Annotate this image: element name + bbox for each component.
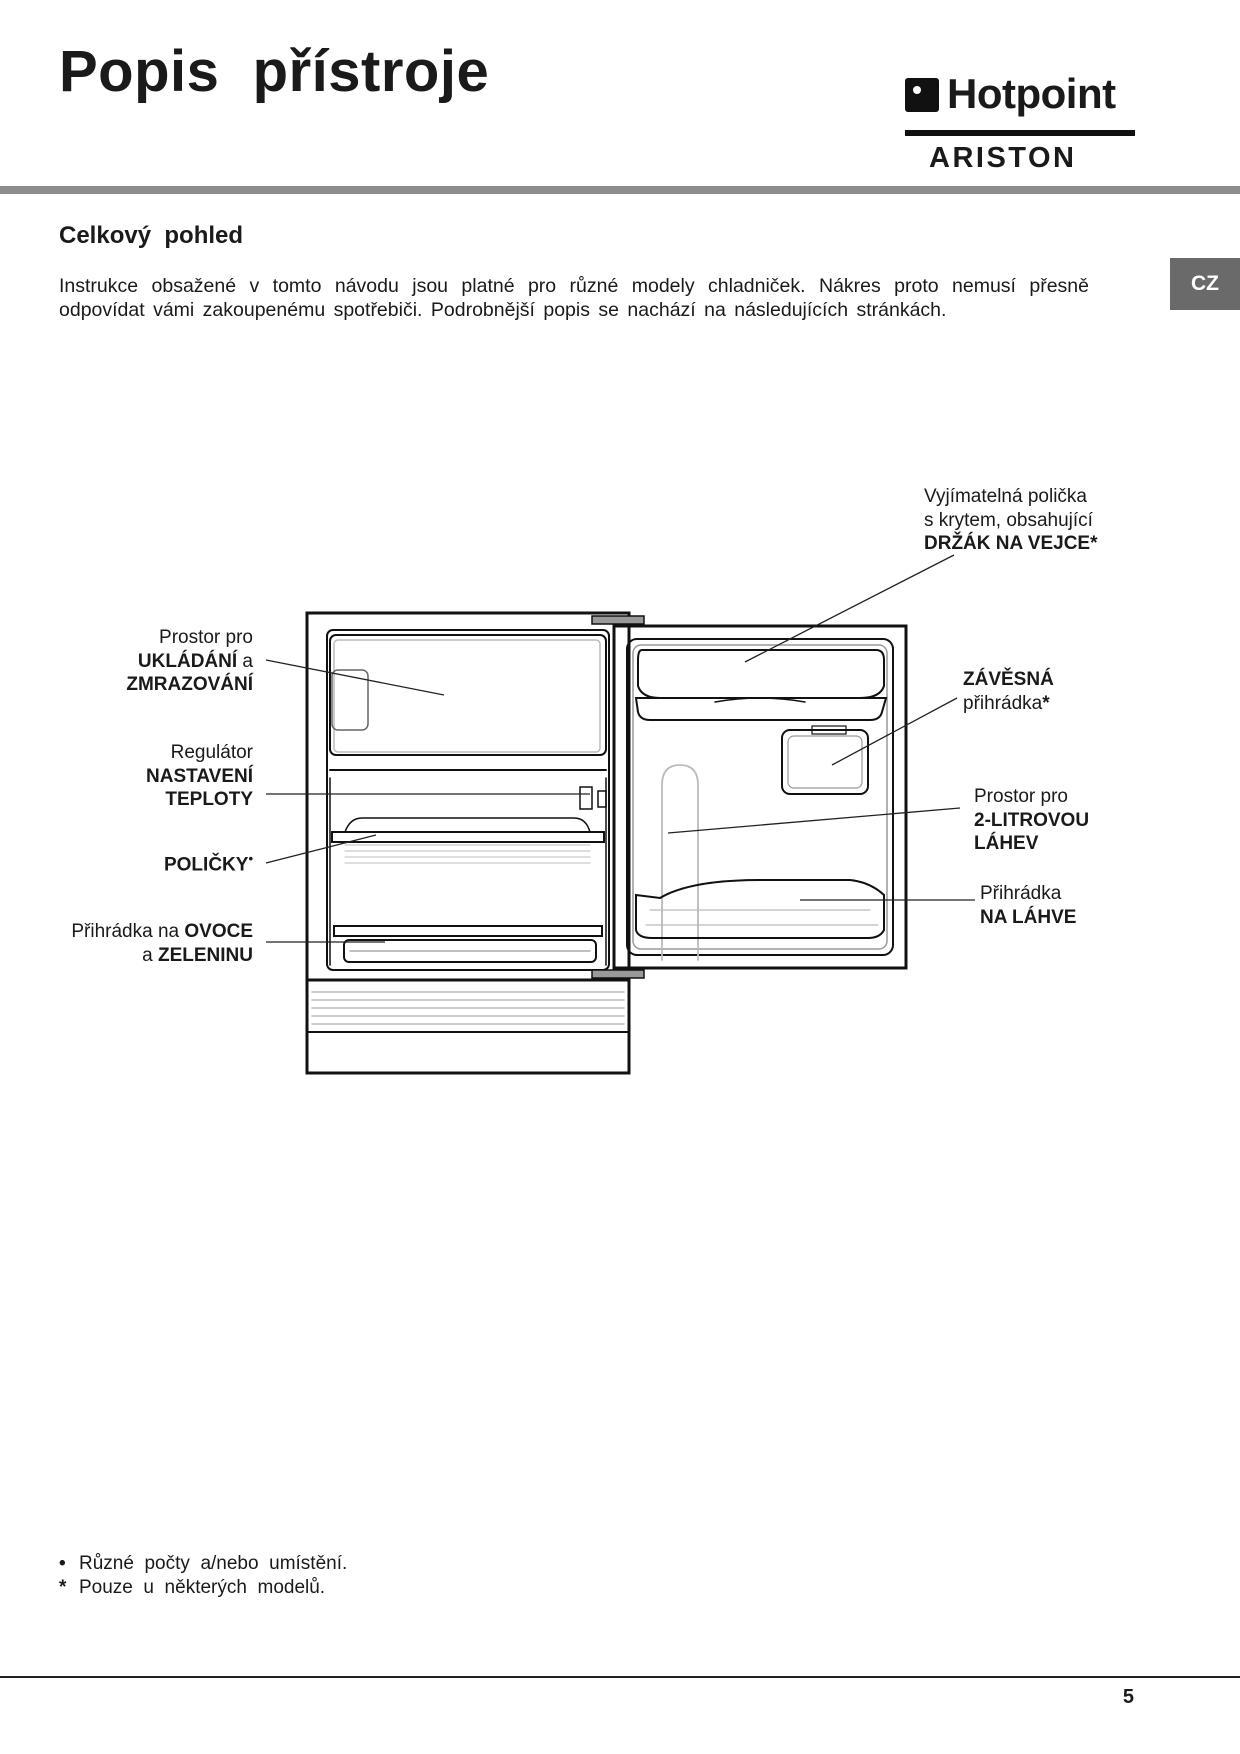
label-shelves-mark: • (248, 851, 253, 866)
label-crisper-line2a: a (142, 944, 158, 966)
hotpoint-logo-icon (905, 78, 939, 112)
page-title: Popis přístroje (59, 39, 490, 104)
brand-divider (905, 130, 1135, 136)
language-tab: CZ (1170, 258, 1240, 310)
header-rule (0, 186, 1240, 194)
label-freezer (126, 626, 253, 697)
page-number: 5 (1122, 1686, 1134, 1708)
label-egg-line3: DRŽÁK NA VEJCE* (924, 533, 1098, 554)
label-egg-line2: s krytem, obsahující (924, 509, 1093, 531)
label-thermostat (146, 741, 253, 812)
label-crisper (71, 920, 253, 967)
brand-logo (905, 70, 1135, 175)
label-hanging-line2: přihrádka (963, 692, 1043, 714)
label-hanging-mark: * (1042, 692, 1050, 714)
label-freezer-line3: ZMRAZOVÁNÍ (126, 674, 253, 695)
label-shelves (164, 847, 253, 877)
footnote-1-mark: • (59, 1553, 66, 1574)
label-bottle2l-line1: Prostor pro (974, 786, 1068, 807)
footer-rule (0, 1676, 1240, 1678)
label-hanging (963, 668, 1054, 715)
label-bottle-2l (974, 785, 1089, 856)
footnote-2-mark: * (59, 1577, 67, 1598)
label-bottles-line1: Přihrádka (980, 883, 1062, 904)
label-bottles (980, 882, 1076, 929)
footnote-1 (59, 1552, 347, 1576)
label-egg-line1: Vyjímatelná polička (924, 486, 1087, 507)
label-crisper-line1a: Přihrádka na (71, 921, 185, 942)
footnotes (59, 1552, 347, 1600)
label-thermostat-line2: NASTAVENÍ (146, 765, 253, 787)
label-thermostat-line1: Regulátor (170, 742, 253, 763)
label-bottles-line2: NA LÁHVE (980, 906, 1077, 928)
label-freezer-line2b: a (237, 650, 253, 672)
footnote-2-text: Pouze u některých modelů. (79, 1577, 326, 1598)
label-thermostat-line3: TEPLOTY (165, 789, 253, 810)
section-title: Celkový pohled (59, 222, 244, 249)
intro-paragraph: Instrukce obsažené v tomto návodu jsou platné pro různé modely chladniček. Nákres proto nemusí přesně odpovídat vámi zakoupenému spotřebiči. Podrobnější popis se nachází na následujících stránkách. (59, 275, 1089, 321)
label-hanging-line1: ZÁVĚSNÁ (963, 669, 1054, 690)
label-shelves-text: POLIČKY (163, 854, 249, 876)
label-freezer-line2: UKLÁDÁNÍ (137, 650, 238, 672)
footnote-1-text: Různé počty a/nebo umístění. (79, 1553, 348, 1574)
label-bottle2l-line2: 2-LITROVOU (974, 809, 1090, 831)
footnote-2 (59, 1576, 347, 1600)
label-crisper-line1b: OVOCE (184, 921, 253, 942)
brand-subname: ARISTON (929, 142, 1077, 174)
brand-name: Hotpoint (947, 70, 1116, 117)
label-crisper-line2b: ZELENINU (158, 944, 253, 966)
label-bottle2l-line3: LÁHEV (974, 833, 1039, 854)
fridge-diagram (0, 440, 1240, 1100)
label-egg-holder (924, 485, 1098, 556)
label-freezer-line1: Prostor pro (159, 627, 253, 648)
